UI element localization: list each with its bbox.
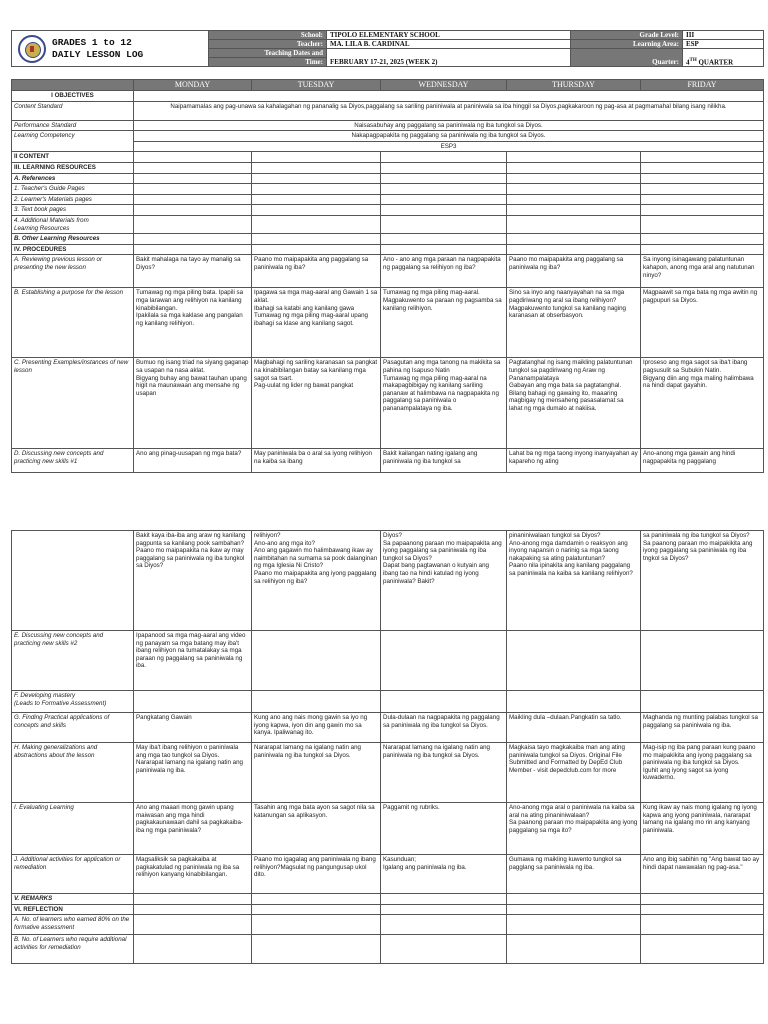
proc-e-friday [641,631,764,691]
area-value: ESP [683,40,764,49]
proc-c-monday: Bumuo ng isang triad na siyang gaganap sa usapan na nasa aklat. Bigyang buhay ang bawat tauhan upang higit na maunawaan ang mensahe ng usapan [134,358,252,449]
day-header-tuesday: TUESDAY [252,80,381,91]
other-resources-heading: B. Other Learning Resources [12,234,134,245]
proc-c-wednesday: Pasagutan ang mga tanong na makikita sa pahina ng Isapuso Natin Tumawag ng mga piling mag-aaral na makapagbibigay ng kanilang sariling pananaw at halimbawa na nagpapakita ng paggalang sa paniniwala o pananampalataya ng iba. [381,358,507,449]
header-logo-cell [12,31,209,67]
proc-h-label: H. Making generalizations and abstractions about the lesson [12,743,134,803]
proc-i-thursday: Ano-anong mga aral o paniniwala na kaiba sa aral na ating pinaniniwalaan? Sa paanong paraan mo maipapakita ang iyong paggalang sa mga ito? [507,803,641,855]
grade-value: III [683,31,764,40]
proc-g-wednesday: Dula-dulaan na nagpapakita ng paggalang sa paniniwala ng iba tungkol sa Diyos. [381,713,507,743]
textbook-pages-label: 3. Text book pages [12,205,134,216]
proc-d-wednesday: Bakit kailangan nating igalang ang paniniwala ng iba tungkol sa [381,449,507,473]
reflection-b-label: B. No. of Learners who require additional activities for remediation [12,935,134,964]
proc-f-label: F. Developing mastery (Leads to Formative Assessment) [12,691,134,713]
proc-h-monday: May iba't ibang relihiyon o paniniwala ang mga tao tungkol sa Diyos. Nararapat lamang na igalang natin ang paniniwala ng iba. [134,743,252,803]
proc-i-friday: Kung ikaw ay nais mong igalang ng iyong kapwa ang iyong paniniwala, nararapat lamang na igalang mo rin ang kanyang paniniwala. [641,803,764,855]
dates-label: Teaching Dates and [209,49,327,58]
additional-materials-label: 4. Additional Materials from Learning Resources [12,215,134,233]
proc-i-tuesday: Tasahin ang mga bata ayon sa sagot nila sa katanungan sa aplikasyon. [252,803,381,855]
proc-c-label: C. Presenting Examples/instances of new lesson [12,358,134,449]
performance-standard-label: Performance Standard [12,120,134,131]
tg-pages-label: 1. Teacher's Guide Pages [12,184,134,195]
day-header-monday: MONDAY [134,80,252,91]
content-standard-label: Content Standard [12,101,134,120]
proc-e-wednesday [381,631,507,691]
proc-d-monday: Ano ang pinag-uusapan ng mga bata? [134,449,252,473]
learning-competency-label: Learning Competency [12,131,134,152]
proc-e-thursday [507,631,641,691]
content-heading: II CONTENT [12,152,134,163]
proc-h-thursday: Magkaisa tayo magkakaiba man ang ating paniniwala tungkol sa Diyos. Original File Submitted and Formatted by DepEd Club Member - visit depedclub.com for more [507,743,641,803]
proc-g-tuesday: Kung ano ang nais mong gawin sa iyo ng iyong kapwa, iyon din ang gawin mo sa kanya. Ipaliwanag ito. [252,713,381,743]
proc-j-tuesday: Paano mo igagalag ang paniniwala ng ibang relihiyon?Magsulat ng pangungusap ukol dito. [252,855,381,894]
school-label: School: [209,31,327,40]
remarks-heading: V. REMARKS [12,894,134,905]
reflection-heading: VI. REFLECTION [12,904,134,915]
title-line2: DAILY LESSON LOG [52,48,144,60]
proc-i-label: I. Evaluating Learning [12,803,134,855]
proc-b-monday: Tumawag ng mga piling bata. Ipapili sa mga larawan ang relihiyon na kanilang kinabibilangan. Ipakilala sa mga kaklase ang pangalan ng kanilang relihiyon. [134,288,252,358]
proc-h-friday: Mag-isip ng iba pang paraan kung paano mo maipakikita ang iyong paggalang sa paniniwala ng iba tungkol sa Diyos. Iguhit ang iyong sagot sa iyong kuwaderno. [641,743,764,803]
resources-heading: III. LEARNING RESOURCES [12,162,134,173]
references-heading: A. References [12,173,134,184]
time-label: Time: [209,58,327,67]
proc-a-friday: Sa inyong isinagawang palatuntunan kahapon, anong mga aral ang natutunan ninyo? [641,255,764,288]
proc-b-wednesday: Tumawag ng mga piling mag-aaral. Magpakuwento sa paraan ng pagsamba sa kanilang relihiyon. [381,288,507,358]
area-label: Learning Area: [571,40,683,49]
teacher-value: MA. LILA B. CARDINAL [327,40,571,49]
quarter-label: Quarter: [571,49,683,67]
lesson-table-1 [11,79,764,473]
reflection-a-label: A. No. of learners who earned 80% on the formative assessment [12,915,134,935]
proc-h-wednesday: Nararapat lamang na igalang natin ang paniniwala ng iba tungkol sa Diyos. [381,743,507,803]
grade-label: Grade Level: [571,31,683,40]
proc-d2-friday: sa paniniwala ng iba tungkol sa Diyos? Sa paanong paraan mo maipakikita ang iyong paggalang sa paniniwala ng iba tngkol sa Diyos? [641,531,764,631]
objectives-heading: I OBJECTIVES [12,91,134,102]
page-1 [11,30,763,473]
teacher-label: Teacher: [209,40,327,49]
proc-b-label: B. Establishing a purpose for the lesson [12,288,134,358]
learning-competency-code: ESP3 [134,141,764,152]
proc-e-label: E. Discussing new concepts and practicing new skills #2 [12,631,134,691]
proc-d2-thursday: pinaniniwalaan tungkol sa Diyos? Ano-anong mga damdamin o reaksyon ang inyong napansin o narinig sa mga taong nakapaking sa ating palatuntunan? Paano nila ipinakita ang kanilang paggalang sa paniniwala na kaiba sa kanilang relihiyon? [507,531,641,631]
proc-j-label: J. Additional activities for application or remediation [12,855,134,894]
proc-c-friday: Iproseso ang mga sagot sa iba't ibang pagsusulit sa Subukin Natin. Bigyang diin ang mga maling halimbawa na hindi dapat gayahin. [641,358,764,449]
proc-g-friday: Maghanda ng munting palabas tungkol sa paggalang sa paniniwala ng iba. [641,713,764,743]
quarter-value: 4TH QUARTER [683,49,764,67]
lm-pages-label: 2. Learner's Materials pages [12,194,134,205]
day-header-blank [12,80,134,91]
proc-e-tuesday [252,631,381,691]
content-standard-value: Naipamamalas ang pag-unawa sa kahalagahan ng pananalig sa Diyos,paggalang sa sariling paniniwala at paniniwala sa iba hinggil sa Diyos,pagkakaroon ng pag-asa at pagmamahal bilang isang nilikha. [134,101,764,120]
lesson-table-2 [11,530,764,964]
proc-e-monday: Ipapanood sa mga mag-aaral ang video ng panayam sa mga batang may iba't ibang relihiyon na tumatalakay sa mga paraan ng paggalang sa paniniwala ng iba. [134,631,252,691]
proc-d-thursday: Lahat ba ng mga taong inyong inanyayahan ay kapareho ng ating [507,449,641,473]
proc-j-monday: Magsaliksik sa pagkakaiba at pagkakatulad ng paniniwala ng iba sa relihiyon kanyang kinabibilangan. [134,855,252,894]
proc-a-label: A. Reviewing previous lesson or presenting the new lesson [12,255,134,288]
proc-b-thursday: Sino sa inyo ang naanyayahan na sa mga pagdiriwang ng aral sa ibang relihiyon? Magpakuwento tungkol sa kanilang naging karanasan at obserbasyon. [507,288,641,358]
proc-d2-tuesday: relihiyon? Ano-ano ang mga ito? Ano ang gagawin mo halimbawang ikaw ay naimbitahan na sumama sa pook dalanginan ng mga Iglesia Ni Cristo? Paano mo maipapakita ang iyong paggalang sa relihiyon ng iba? [252,531,381,631]
day-header-wednesday: WEDNESDAY [381,80,507,91]
proc-c-thursday: Pagtatanghal ng isang maikling palatuntunan tungkol sa pagdiriwang ng Araw ng Pananampalataya Gabayan ang mga bata sa pagtatanghal. Bilang bahagi ng gawaing ito, maaaring magbigay ng mensaheng pasasalamat sa lahat ng mga dumalo at nakiisa. [507,358,641,449]
title-line1: GRADES 1 to 12 [52,36,132,48]
dates-value: FEBRUARY 17-21, 2025 (WEEK 2) [327,49,571,67]
proc-i-monday: Ano ang maaari mong gawin upang maiwasan ang mga hindi pagkakaunawaan dahil sa pagkakaiba-iba ng mga paniniwala? [134,803,252,855]
school-value: TIPOLO ELEMENTARY SCHOOL [327,31,571,40]
proc-j-wednesday: Kasunduan; Igalang ang paniniwala ng iba. [381,855,507,894]
page-2 [11,530,763,964]
proc-d-tuesday: May paniniwala ba o aral sa iyong relihiyon na kaiba sa ibang [252,449,381,473]
proc-d2-wednesday: Diyos? Sa papaanong paraan mo maipapakita ang iyong paggalang sa paniniwala ng iba tungkol sa Diyos? Dapat bang pagtawanan o kutyain ang ibang tao na hindi katulad ng iyong paniniwala? Bakit? [381,531,507,631]
deped-seal-icon [18,35,46,63]
performance-standard-value: Naisasabuhay ang paggalang sa paniniwala ng iba tungkol sa Diyos. [134,120,764,131]
proc-b-friday: Magpaawit sa mga bata ng mga awitin ng pagpupuri sa Diyos. [641,288,764,358]
day-header-thursday: THURSDAY [507,80,641,91]
procedures-heading: IV. PROCEDURES [12,244,134,255]
proc-c-tuesday: Magbahagi ng sariling karanasan sa pangkat na kinabibilangan batay sa kanilang mga sagot sa tsart. Pag-uulat ng lider ng bawat pangkat [252,358,381,449]
proc-a-monday: Bakit mahalaga na tayo ay manalig sa Diyos? [134,255,252,288]
header-table [11,30,764,67]
proc-a-wednesday: Ano - ano ang mga paraan na nagpapakita ng paggalang sa relihiyon ng iba? [381,255,507,288]
proc-j-thursday: Gumawa ng maikling kuwento tungkol sa pagglang sa paniniwala ng iba. [507,855,641,894]
proc-j-friday: Ano ang ibig sabihin ng "Ang bawat tao ay hindi dapat nawawalan ng pag-asa." [641,855,764,894]
proc-a-tuesday: Paano mo maipapakita ang paggalang sa paniniwala ng iba? [252,255,381,288]
proc-b-tuesday: Ipagawa sa mga mag-aaral ang Gawain 1 sa aklat. Ibahagi sa katabi ang kanilang gawa Tumawag ng mga piling mag-aaral upang ibahagi sa klase ang kanilang sagot. [252,288,381,358]
proc-g-label: G. Finding Practical applications of concepts and skills [12,713,134,743]
proc-g-monday: Pangkatang Gawain [134,713,252,743]
day-header-friday: FRIDAY [641,80,764,91]
proc-d-friday: Ano-anong mga gawain ang hindi nagpapakita ng paggalang [641,449,764,473]
proc-h-tuesday: Nararapat lamang na igalang natin ang paniniwala ng iba tungkol sa Diyos. [252,743,381,803]
proc-d2-monday: Bakit kaya iba-iba ang araw ng kanilang pagpunta sa kanilang pook sambahan? Paano mo maipapakita na ikaw ay may paggalang sa paniniwala ng iba tungkol sa Diyos? [134,531,252,631]
proc-a-thursday: Paano mo maipapakita ang paggalang sa paniniwala ng iba? [507,255,641,288]
learning-competency-value: Nakapagpapakita ng paggalang sa paniniwala ng iba tungkol sa Diyos. [134,131,764,142]
proc-d-label: D. Discussing new concepts and practicing new skills #1 [12,449,134,473]
proc-g-thursday: Maikling dula –dulaan.Pangkatin sa tatlo. [507,713,641,743]
proc-i-wednesday: Paggamit ng rubriks. [381,803,507,855]
